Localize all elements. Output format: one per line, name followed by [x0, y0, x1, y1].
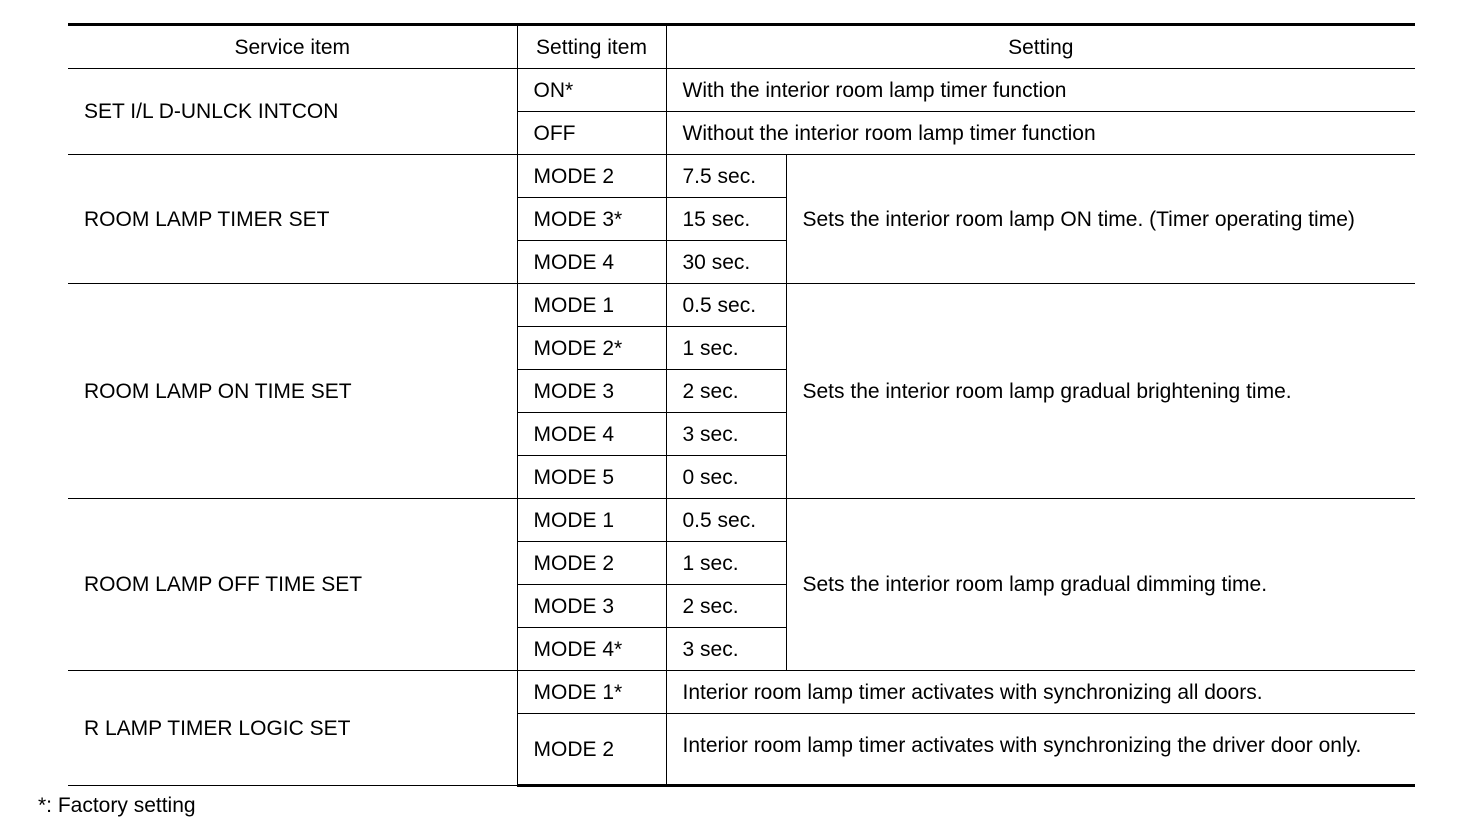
setting-value-cell: 0 sec.: [666, 456, 786, 499]
setting-value-cell: 1 sec.: [666, 542, 786, 585]
service-item-cell: SET I/L D-UNLCK INTCON: [68, 69, 517, 155]
table-header-row: [68, 25, 1415, 69]
setting-value-cell: 2 sec.: [666, 585, 786, 628]
service-item-cell: R LAMP TIMER LOGIC SET: [68, 671, 517, 786]
table-row: [68, 69, 1415, 112]
setting-item-cell: MODE 4*: [517, 628, 666, 671]
setting-item-cell: MODE 2*: [517, 327, 666, 370]
service-item-cell: ROOM LAMP ON TIME SET: [68, 284, 517, 499]
table-row: [68, 155, 1415, 198]
header-setting: Setting: [666, 25, 1415, 69]
setting-value-cell: 0.5 sec.: [666, 284, 786, 327]
setting-item-cell: MODE 1*: [517, 671, 666, 714]
setting-description-cell: Sets the interior room lamp gradual dimming time.: [786, 499, 1415, 671]
setting-description-cell: Sets the interior room lamp gradual brightening time.: [786, 284, 1415, 499]
setting-item-cell: MODE 2: [517, 155, 666, 198]
service-item-cell: ROOM LAMP TIMER SET: [68, 155, 517, 284]
header-setting-item: Setting item: [517, 25, 666, 69]
setting-item-cell: MODE 2: [517, 542, 666, 585]
setting-value-cell: 30 sec.: [666, 241, 786, 284]
setting-cell: With the interior room lamp timer function: [666, 69, 1415, 112]
setting-value-cell: 7.5 sec.: [666, 155, 786, 198]
setting-item-cell: MODE 1: [517, 284, 666, 327]
table-row: [68, 499, 1415, 542]
setting-description-cell: Sets the interior room lamp ON time. (Timer operating time): [786, 155, 1415, 284]
setting-item-cell: MODE 3*: [517, 198, 666, 241]
setting-item-cell: MODE 4: [517, 413, 666, 456]
service-settings-table: [68, 23, 1415, 787]
setting-cell: Without the interior room lamp timer function: [666, 112, 1415, 155]
setting-item-cell: MODE 3: [517, 370, 666, 413]
setting-item-cell: OFF: [517, 112, 666, 155]
setting-item-cell: MODE 4: [517, 241, 666, 284]
header-service-item: Service item: [68, 25, 517, 69]
setting-value-cell: 0.5 sec.: [666, 499, 786, 542]
service-item-cell: ROOM LAMP OFF TIME SET: [68, 499, 517, 671]
setting-item-cell: MODE 3: [517, 585, 666, 628]
setting-value-cell: 1 sec.: [666, 327, 786, 370]
setting-cell: Interior room lamp timer activates with synchronizing the driver door only.: [666, 714, 1415, 786]
setting-item-cell: MODE 5: [517, 456, 666, 499]
table-row: [68, 284, 1415, 327]
setting-cell: Interior room lamp timer activates with synchronizing all doors.: [666, 671, 1415, 714]
setting-value-cell: 3 sec.: [666, 413, 786, 456]
setting-value-cell: 15 sec.: [666, 198, 786, 241]
setting-value-cell: 3 sec.: [666, 628, 786, 671]
factory-setting-footnote: *: Factory setting: [38, 794, 196, 817]
setting-item-cell: ON*: [517, 69, 666, 112]
table-row: [68, 671, 1415, 714]
setting-item-cell: MODE 2: [517, 714, 666, 786]
setting-item-cell: MODE 1: [517, 499, 666, 542]
setting-value-cell: 2 sec.: [666, 370, 786, 413]
